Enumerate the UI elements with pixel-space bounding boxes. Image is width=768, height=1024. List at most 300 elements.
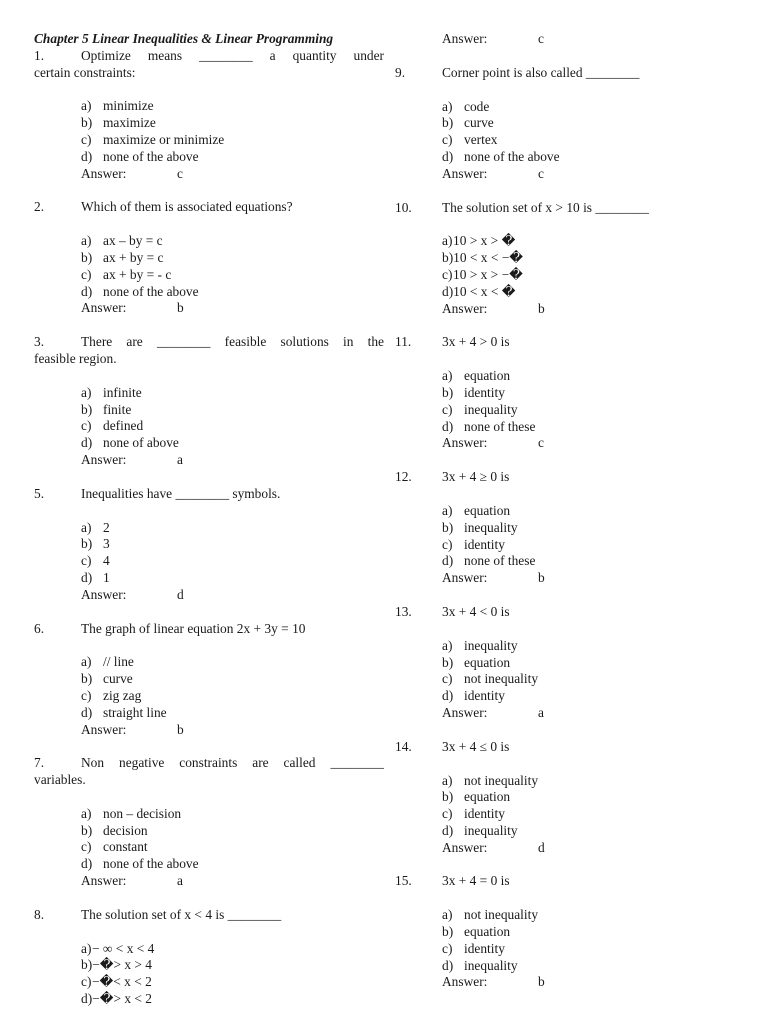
question-text-continuation: certain constraints: (34, 64, 136, 80)
chapter-title: Chapter 5 Linear Inequalities & Linear Programming (34, 31, 334, 46)
answer-value: b (538, 300, 545, 316)
question-item (395, 65, 695, 183)
option-list (395, 907, 695, 974)
option-letter: d) (442, 148, 454, 164)
option-list (395, 233, 695, 300)
option-item (442, 132, 695, 149)
option-item (81, 115, 384, 132)
question-stem (34, 907, 384, 924)
question-item (395, 200, 695, 318)
option-letter: d) (442, 688, 454, 704)
option-list (34, 233, 384, 300)
option-letter: d) (81, 283, 93, 299)
answer-line (395, 301, 695, 318)
option-text: none of above (103, 435, 179, 451)
option-item (442, 638, 695, 655)
option-item (81, 132, 384, 149)
option-item (442, 284, 695, 301)
question-text-continuation: variables. (34, 772, 86, 788)
question-item (34, 621, 384, 739)
answer-label: Answer: (442, 974, 488, 990)
answer-blank: ________ (175, 485, 230, 501)
option-list (395, 503, 695, 570)
answer-value: c (177, 165, 183, 181)
option-text: straight line (103, 704, 167, 720)
option-text: inequality (464, 822, 518, 838)
option-text: decision (103, 822, 148, 838)
option-list (34, 385, 384, 452)
answer-value: b (177, 300, 184, 316)
answer-value: a (538, 704, 544, 720)
option-list (395, 773, 695, 840)
option-letter: d) (442, 553, 454, 569)
option-text: equation (464, 924, 511, 940)
option-letter: d) (442, 418, 454, 434)
question-text-part: feasible solutions in the (210, 334, 384, 350)
option-item (81, 520, 384, 537)
option-item (442, 250, 695, 267)
option-item (81, 991, 384, 1008)
question-number: 2. (34, 199, 45, 215)
question-text-part: There are (81, 334, 157, 350)
option-item (442, 233, 695, 250)
option-letter: a) (81, 805, 92, 821)
question-text: 3x + 4 > 0 is (442, 334, 510, 350)
question-text-part: a quantity under (252, 47, 384, 63)
option-item (442, 402, 695, 419)
option-list (395, 99, 695, 166)
answer-line (34, 300, 384, 317)
question-text (81, 486, 384, 503)
answer-value: c (538, 31, 544, 46)
option-item (442, 806, 695, 823)
question-item (34, 334, 384, 469)
option-item (81, 957, 384, 974)
question-number: 5. (34, 485, 45, 501)
question-text-part: symbols. (229, 485, 281, 501)
option-letter: b) (442, 519, 454, 535)
option-text: none of the above (103, 856, 199, 872)
question-stem (34, 199, 384, 216)
question-text: 3x + 4 = 0 is (442, 873, 510, 889)
question-text-continuation: feasible region. (34, 350, 117, 366)
question-stem (395, 739, 695, 756)
question-stem (34, 486, 384, 503)
question-stem (395, 469, 695, 486)
option-text: none of the above (103, 148, 199, 164)
answer-value: c (538, 165, 544, 181)
question-item (395, 469, 695, 587)
option-text: non – decision (103, 805, 182, 821)
option-item (442, 368, 695, 385)
option-text: 10 > x > −� (453, 266, 523, 282)
option-text: 4 (103, 553, 110, 569)
option-item (81, 385, 384, 402)
option-item (442, 924, 695, 941)
question-item (34, 199, 384, 317)
option-item (442, 941, 695, 958)
option-letter: a) (442, 907, 453, 923)
option-item (442, 773, 695, 790)
option-letter: c) (81, 266, 92, 282)
question-text-part: Corner point is also called (442, 64, 586, 80)
option-item (442, 115, 695, 132)
question-text (81, 334, 384, 351)
answer-line (34, 587, 384, 604)
option-letter: a) (442, 637, 453, 653)
answer-value: a (177, 873, 183, 889)
option-text: equation (464, 368, 511, 384)
question-text-part: Non negative constraints are called (81, 755, 331, 771)
answer-label: Answer: (442, 165, 488, 181)
option-text: 10 < x < � (453, 283, 516, 299)
option-letter: c) (81, 418, 92, 434)
option-item (442, 267, 695, 284)
answer-label: Answer: (81, 586, 127, 602)
answer-blank: ________ (227, 906, 282, 922)
question-text: The graph of linear equation 2x + 3y = 10 (81, 620, 306, 636)
question-text-part: Inequalities have (81, 485, 176, 501)
option-text: code (464, 98, 490, 114)
question-text: Which of them is associated equations? (81, 199, 293, 215)
option-item (442, 99, 695, 116)
option-item (442, 520, 695, 537)
option-item (81, 570, 384, 587)
option-text: curve (103, 671, 133, 687)
option-text: inequality (464, 401, 518, 417)
option-text: minimize (103, 98, 154, 114)
option-item (442, 149, 695, 166)
option-item (81, 149, 384, 166)
option-text: not inequality (464, 671, 539, 687)
question-stem (34, 621, 384, 638)
option-list (34, 654, 384, 721)
answer-blank: ________ (585, 64, 640, 80)
option-letter: c) (442, 266, 453, 282)
answer-label: Answer: (81, 721, 127, 737)
option-letter: a) (442, 98, 453, 114)
option-letter: c) (81, 131, 92, 147)
option-text: ax – by = c (103, 233, 163, 249)
answer-line (395, 570, 695, 587)
option-text: identity (464, 806, 505, 822)
answer-label: Answer: (442, 839, 488, 855)
question-stem (34, 48, 384, 65)
question-stem (34, 755, 384, 772)
answer-line (395, 974, 695, 991)
option-item (81, 856, 384, 873)
option-item (442, 537, 695, 554)
option-item (81, 654, 384, 671)
option-letter: c) (442, 806, 453, 822)
option-item (81, 435, 384, 452)
option-text: none of these (464, 418, 536, 434)
option-text: −�> x < 2 (92, 991, 152, 1007)
option-text: 1 (103, 569, 110, 585)
option-text: identity (464, 688, 505, 704)
option-text: not inequality (464, 907, 539, 923)
option-text: 2 (103, 519, 110, 535)
option-text: − ∞ < x < 4 (92, 940, 155, 956)
left-column (34, 31, 384, 1008)
option-text: not inequality (464, 772, 539, 788)
option-list (34, 806, 384, 873)
question-item (34, 907, 384, 1008)
option-letter: b) (442, 924, 454, 940)
answer-value: a (177, 451, 183, 467)
option-item (81, 536, 384, 553)
answer-blank: ________ (156, 334, 211, 350)
option-item (442, 958, 695, 975)
option-item (81, 941, 384, 958)
option-letter: b) (442, 654, 454, 670)
question-number: 15. (395, 873, 412, 889)
option-text: none of the above (464, 148, 560, 164)
answer-line (395, 166, 695, 183)
option-text: none of the above (103, 283, 199, 299)
option-text: constant (103, 839, 148, 855)
option-item (442, 789, 695, 806)
option-item (442, 503, 695, 520)
answer-line (395, 435, 695, 452)
question-item (34, 486, 384, 604)
question-text-part: The solution set of x > 10 is (442, 199, 596, 215)
question-stem (395, 873, 695, 890)
option-item (81, 98, 384, 115)
answer-line (34, 452, 384, 469)
option-item (81, 671, 384, 688)
question-text (81, 907, 384, 924)
option-letter: d) (442, 283, 454, 299)
option-letter: a) (81, 519, 92, 535)
option-letter: d) (442, 822, 454, 838)
option-item (442, 688, 695, 705)
option-text: inequality (464, 957, 518, 973)
question-text (81, 48, 384, 65)
option-text: infinite (103, 384, 142, 400)
option-text: ax + by = - c (103, 266, 172, 282)
option-letter: b) (442, 789, 454, 805)
option-item (81, 806, 384, 823)
question-stem (395, 604, 695, 621)
question-item (34, 48, 384, 183)
question-text: 3x + 4 ≤ 0 is (442, 738, 510, 754)
option-text: identity (464, 384, 505, 400)
question-item (34, 755, 384, 890)
question-number: 8. (34, 906, 45, 922)
option-letter: c) (442, 401, 453, 417)
option-item (81, 688, 384, 705)
option-letter: c) (81, 974, 92, 990)
option-item (81, 267, 384, 284)
answer-blank: ________ (199, 47, 253, 63)
option-text: none of these (464, 553, 536, 569)
option-text: 10 > x > � (453, 233, 516, 249)
answer-blank: ________ (595, 199, 649, 215)
option-text: 10 < x < −� (453, 250, 524, 266)
right-column (395, 31, 695, 991)
option-item (81, 284, 384, 301)
option-list (34, 98, 384, 165)
option-letter: b) (81, 401, 93, 417)
option-letter: d) (81, 435, 93, 451)
option-letter: d) (81, 569, 93, 585)
option-text: −�< x < 2 (92, 974, 152, 990)
question-stem (34, 334, 384, 351)
option-letter: b) (81, 957, 93, 973)
option-item (442, 385, 695, 402)
option-item (442, 553, 695, 570)
option-text: identity (464, 940, 505, 956)
option-letter: d) (81, 991, 93, 1007)
answer-line (395, 705, 695, 722)
option-text: inequality (464, 637, 518, 653)
option-letter: b) (442, 384, 454, 400)
option-letter: b) (81, 249, 93, 265)
option-text: defined (103, 418, 144, 434)
option-letter: a) (442, 502, 453, 518)
question-number: 12. (395, 469, 412, 485)
option-letter: a) (81, 233, 92, 249)
answer-label: Answer: (442, 300, 488, 316)
option-text: zig zag (103, 687, 142, 703)
answer-value: b (177, 721, 184, 737)
option-text: −�> x > 4 (92, 957, 152, 973)
option-item (81, 823, 384, 840)
question-stem (395, 334, 695, 351)
option-letter: a) (442, 233, 453, 249)
option-item (81, 418, 384, 435)
option-list (395, 368, 695, 435)
question-number: 6. (34, 620, 45, 636)
answer-line (395, 31, 695, 48)
answer-label: Answer: (81, 300, 127, 316)
option-text: inequality (464, 519, 518, 535)
question-item (395, 739, 695, 857)
option-letter: c) (81, 553, 92, 569)
answer-label: Answer: (81, 451, 127, 467)
option-text: equation (464, 789, 511, 805)
option-letter: d) (81, 704, 93, 720)
answer-label: Answer: (442, 704, 488, 720)
option-item (442, 671, 695, 688)
option-letter: b) (81, 536, 93, 552)
option-item (81, 839, 384, 856)
option-letter: b) (81, 671, 93, 687)
option-text: 3 (103, 536, 110, 552)
answer-label: Answer: (81, 873, 127, 889)
question-number: 1. (34, 47, 45, 63)
option-text: curve (464, 115, 494, 131)
answer-line (395, 840, 695, 857)
option-text: finite (103, 401, 132, 417)
question-text (442, 200, 695, 217)
option-letter: b) (81, 822, 93, 838)
option-letter: c) (442, 536, 453, 552)
option-item (442, 655, 695, 672)
option-letter: c) (442, 671, 453, 687)
option-text: maximize or minimize (103, 131, 225, 147)
answer-value: b (538, 974, 545, 990)
option-text: // line (103, 654, 134, 670)
question-number: 14. (395, 738, 412, 754)
question-item (395, 604, 695, 722)
answer-value: b (538, 570, 545, 586)
question-number: 3. (34, 334, 45, 350)
question-text (442, 65, 695, 82)
option-list (395, 638, 695, 705)
question-number: 9. (395, 64, 406, 80)
option-letter: d) (81, 856, 93, 872)
option-letter: c) (81, 839, 92, 855)
question-number: 7. (34, 755, 45, 771)
option-letter: a) (81, 384, 92, 400)
option-item (442, 907, 695, 924)
answer-label: Answer: (442, 570, 488, 586)
question-number: 10. (395, 199, 412, 215)
option-letter: a) (442, 772, 453, 788)
option-item (81, 402, 384, 419)
question-item (395, 873, 695, 991)
answer-value: d (177, 586, 184, 602)
answer-line (34, 166, 384, 183)
option-letter: b) (81, 115, 93, 131)
answer-label: Answer: (81, 165, 127, 181)
option-item (81, 250, 384, 267)
question-stem (395, 200, 695, 217)
option-letter: a) (442, 368, 453, 384)
question-text-part: Optimize means (81, 47, 200, 63)
question-text: 3x + 4 ≥ 0 is (442, 469, 510, 485)
option-letter: b) (442, 250, 454, 266)
option-letter: d) (442, 957, 454, 973)
option-letter: c) (442, 940, 453, 956)
option-text: equation (464, 654, 511, 670)
option-letter: a) (81, 98, 92, 114)
option-letter: c) (81, 687, 92, 703)
option-letter: a) (81, 654, 92, 670)
option-item (81, 705, 384, 722)
option-list (34, 941, 384, 1008)
option-letter: c) (442, 132, 453, 148)
question-text-part: The solution set of x < 4 is (81, 906, 228, 922)
question-text (81, 755, 384, 772)
question-stem (395, 65, 695, 82)
option-letter: a) (81, 940, 92, 956)
option-item (442, 419, 695, 436)
question-item (395, 334, 695, 452)
answer-blank: ________ (330, 755, 384, 771)
option-item (81, 974, 384, 991)
option-text: vertex (464, 132, 498, 148)
answer-label: Answer: (442, 31, 488, 46)
option-item (81, 553, 384, 570)
answer-value: c (538, 435, 544, 451)
option-item (442, 823, 695, 840)
option-list (34, 520, 384, 587)
answer-line (34, 722, 384, 739)
option-letter: b) (442, 115, 454, 131)
answer-line (34, 873, 384, 890)
option-letter: d) (81, 148, 93, 164)
option-text: identity (464, 536, 505, 552)
question-text: 3x + 4 < 0 is (442, 603, 510, 619)
question-number: 13. (395, 603, 412, 619)
answer-value: d (538, 839, 545, 855)
option-text: equation (464, 502, 511, 518)
option-item (81, 233, 384, 250)
question-number: 11. (395, 334, 412, 350)
